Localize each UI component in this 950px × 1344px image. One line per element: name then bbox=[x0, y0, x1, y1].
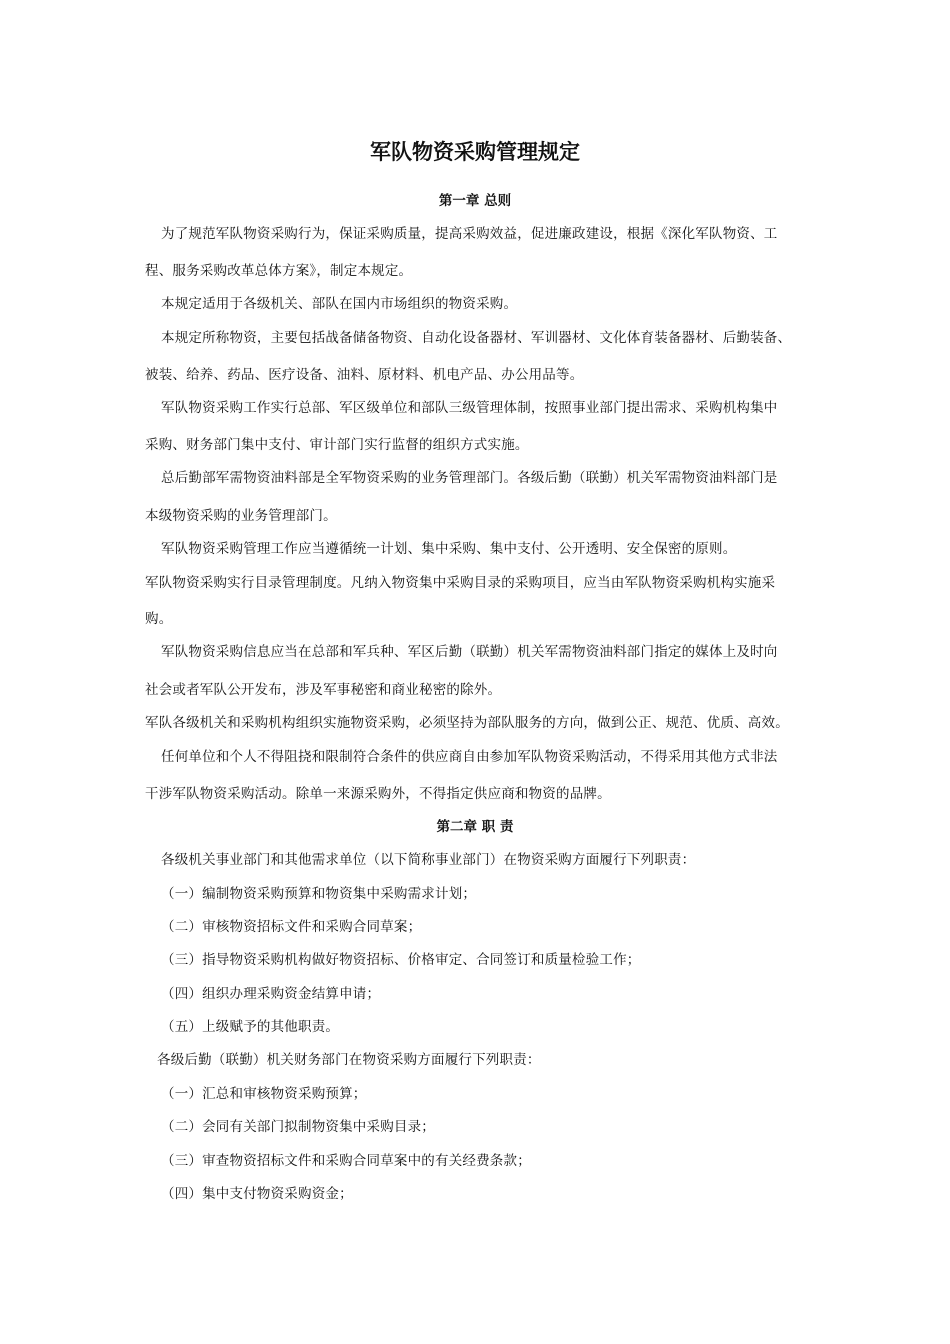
document-title: 军队物资采购管理规定 bbox=[370, 139, 580, 164]
list-item: （一）编制物资采购预算和物资集中采购需求计划； bbox=[161, 886, 477, 902]
list-item: （三）审查物资招标文件和采购合同草案中的有关经费条款； bbox=[161, 1153, 531, 1169]
chapter-heading-1: 第一章 总则 bbox=[438, 193, 512, 209]
paragraph-line: 购。 bbox=[145, 611, 173, 627]
paragraph-line: 军队物资采购工作实行总部、军区级单位和部队三级管理体制，按照事业部门提出需求、采购机构集中 bbox=[161, 400, 778, 416]
paragraph-line: 军队物资采购实行目录管理制度。凡纳入物资集中采购目录的采购项目，应当由军队物资采购机构实施采 bbox=[145, 575, 776, 591]
paragraph-line: 本级物资采购的业务管理部门。 bbox=[145, 508, 337, 524]
list-item: （一）汇总和审核物资采购预算； bbox=[161, 1086, 367, 1102]
list-item: （二）会同有关部门拟制物资集中采购目录； bbox=[161, 1119, 435, 1135]
chapter-heading-2: 第二章 职 责 bbox=[436, 819, 514, 835]
paragraph-line: 采购、财务部门集中支付、审计部门实行监督的组织方式实施。 bbox=[145, 437, 529, 453]
paragraph-line: 军队物资采购信息应当在总部和军兵种、军区后勤（联勤）机关军需物资油料部门指定的媒体上及时向 bbox=[161, 644, 778, 660]
paragraph-line: 社会或者军队公开发布，涉及军事秘密和商业秘密的除外。 bbox=[145, 682, 502, 698]
paragraph-line: 本规定所称物资，主要包括战备储备物资、自动化设备器材、军训器材、文化体育装备器材、后勤装备、 bbox=[161, 330, 792, 346]
paragraph-line: 本规定适用于各级机关、部队在国内市场组织的物资采购。 bbox=[161, 296, 518, 312]
paragraph-line: 军队各级机关和采购机构组织实施物资采购，必须坚持为部队服务的方向，做到公正、规范、优质、高效。 bbox=[145, 715, 789, 731]
paragraph-line: 军队物资采购管理工作应当遵循统一计划、集中采购、集中支付、公开透明、安全保密的原则。 bbox=[161, 541, 737, 557]
paragraph-line: 总后勤部军需物资油料部是全军物资采购的业务管理部门。各级后勤（联勤）机关军需物资油料部门是 bbox=[161, 470, 778, 486]
paragraph-line: 各级后勤（联勤）机关财务部门在物资采购方面履行下列职责： bbox=[157, 1052, 541, 1068]
paragraph-line: 干涉军队物资采购活动。除单一来源采购外，不得指定供应商和物资的品牌。 bbox=[145, 786, 611, 802]
paragraph-line: 被装、给养、药品、医疗设备、油料、原材料、机电产品、办公用品等。 bbox=[145, 367, 584, 383]
paragraph-line: 各级机关事业部门和其他需求单位（以下简称事业部门）在物资采购方面履行下列职责： bbox=[161, 852, 696, 868]
list-item: （四）集中支付物资采购资金； bbox=[161, 1186, 353, 1202]
paragraph-line: 程、服务采购改革总体方案》，制定本规定。 bbox=[145, 263, 413, 279]
paragraph-line: 为了规范军队物资采购行为，保证采购质量，提高采购效益，促进廉政建设，根据《深化军队物资、工 bbox=[161, 226, 778, 242]
list-item: （四）组织办理采购资金结算申请； bbox=[161, 986, 381, 1002]
list-item: （五）上级赋予的其他职责。 bbox=[161, 1019, 340, 1035]
list-item: （三）指导物资采购机构做好物资招标、价格审定、合同签订和质量检验工作； bbox=[161, 952, 641, 968]
list-item: （二）审核物资招标文件和采购合同草案； bbox=[161, 919, 422, 935]
paragraph-line: 任何单位和个人不得阻挠和限制符合条件的供应商自由参加军队物资采购活动，不得采用其他方式非法 bbox=[161, 749, 778, 765]
